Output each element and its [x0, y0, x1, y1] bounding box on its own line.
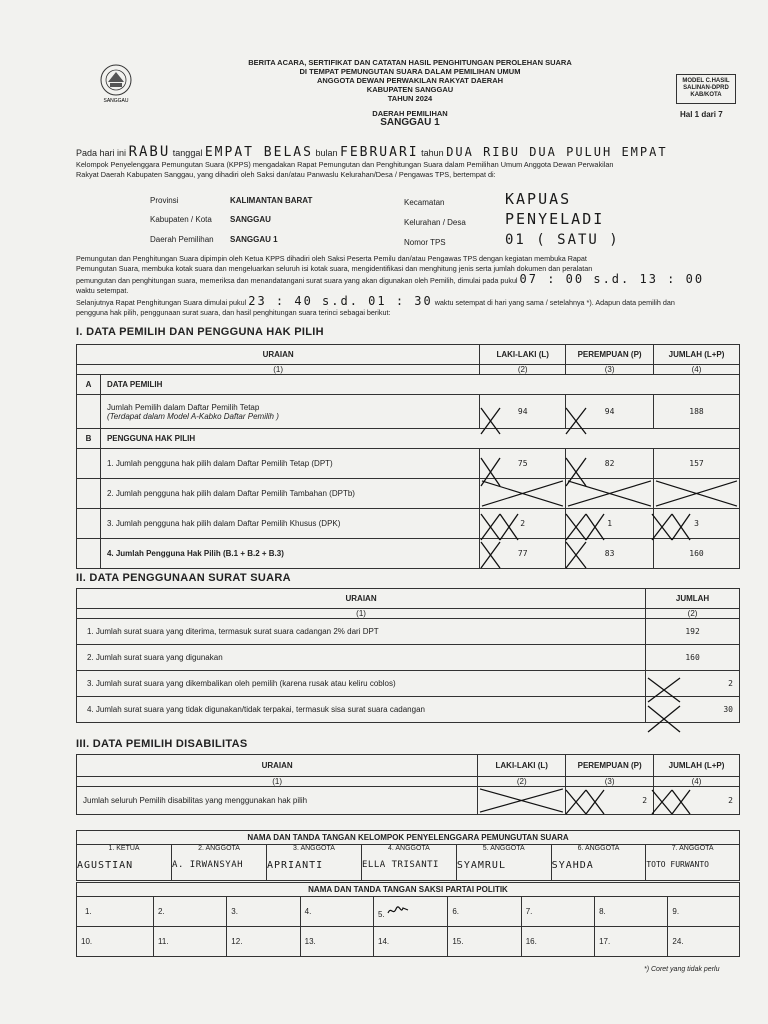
saksi-cell: 8. [595, 897, 668, 927]
name: SYAMRUL [456, 860, 506, 871]
header-jumlah: JUMLAH [646, 589, 740, 609]
page-info: Hal 1 dari 7 [680, 110, 723, 119]
section3-table [76, 754, 740, 815]
b-row-label: 2. Jumlah pengguna hak pilih dalam Daftar Pemilih Tambahan (DPTb) [100, 479, 479, 509]
dapil-value: SANGGAU 1 [230, 235, 278, 244]
header-perempuan: PEREMPUAN (P) [566, 345, 654, 365]
col-num: (4) [654, 365, 740, 375]
col-num: (3) [566, 365, 654, 375]
header-uraian: URAIAN [77, 345, 480, 365]
tps-value: 01 ( SATU ) [505, 232, 620, 248]
saksi-cell-5 [374, 897, 448, 927]
role: 7. ANGGOTA [671, 845, 714, 852]
footer-note: *) Coret yang tidak perlu [644, 966, 720, 973]
b1-laki-value: 75 [480, 449, 566, 479]
kelurahan-label: Kelurahan / Desa [404, 218, 466, 227]
header-jumlah: JUMLAH (L+P) [654, 345, 740, 365]
kpps-cell [266, 845, 361, 881]
saksi-cell: 13. [300, 927, 373, 957]
kpps-cell [172, 845, 267, 881]
b2-laki-crossed [480, 479, 566, 509]
saksi-cell: 14. [374, 927, 448, 957]
a-row1-label [100, 395, 479, 429]
kecamatan-value: KAPUAS [505, 190, 572, 208]
intro-line [76, 144, 756, 160]
label: tanggal [172, 148, 203, 158]
kpps-title: NAMA DAN TANDA TANGAN KELOMPOK PENYELENGGARA PEMUNGUTAN SUARA [77, 831, 740, 845]
kpps-cell [77, 845, 172, 881]
bulan-value: FEBRUARI [340, 145, 419, 160]
a-laki-value: 94 [480, 395, 566, 429]
section2-title: II. DATA PENGGUNAAN SURAT SUARA [76, 572, 291, 584]
tahun-value: DUA RIBU DUA PULUH EMPAT [446, 145, 668, 159]
saksi-title: NAMA DAN TANDA TANGAN SAKSI PARTAI POLITIK [77, 883, 740, 897]
b1-perempuan-value: 82 [566, 449, 654, 479]
role: 4. ANGGOTA [387, 845, 430, 852]
saksi-cell: 6. [448, 897, 521, 927]
daerah-label: DAERAH PEMILIHAN [372, 109, 448, 118]
kpps-cell [551, 845, 646, 881]
saksi-cell: 4. [300, 897, 373, 927]
saksi-cell: 24. [668, 927, 740, 957]
dis-laki-crossed [478, 787, 566, 815]
dis-row-label: Jumlah seluruh Pemilih disabilitas yang menggunakan hak pilih [77, 787, 478, 815]
section1-title: I. DATA PEMILIH DAN PENGGUNA HAK PILIH [76, 326, 324, 338]
b-row-label: 4. Jumlah Pengguna Hak Pilih (B.1 + B.2 + B.3) [100, 539, 479, 569]
b-title: PENGGUNA HAK PILIH [100, 429, 739, 449]
para-line: Pemungutan dan Penghitungan Suara dipimpin oleh Ketua KPPS dihadiri oleh Saksi Peserta Pemilu dan/atau Pengawas TPS dengan kegiatan membuka Rapat [76, 254, 587, 263]
para-line: waktu setempat. [76, 286, 129, 295]
model-line: SALINAN-DPRD [683, 85, 729, 91]
col-num: (1) [77, 777, 478, 787]
name: TOTO FURWANTO [646, 860, 709, 869]
para-line: waktu setempat di hari yang sama / setelahnya *). Adapun data pemilih dan [434, 298, 675, 307]
name: AGUSTIAN [77, 860, 134, 871]
name: APRIANTI [266, 860, 324, 871]
ss-row2-value: 160 [646, 645, 740, 671]
saksi-cell: 11. [154, 927, 227, 957]
signature-scribble [387, 905, 409, 917]
note: (Terdapat dalam Model A-Kabko Daftar Pemilih ) [106, 411, 279, 421]
dis-perempuan-value: 2 [566, 787, 654, 815]
a-perempuan-value: 94 [566, 395, 654, 429]
role: 6. ANGGOTA [577, 845, 620, 852]
daerah-value: SANGGAU 1 [380, 117, 440, 128]
para-line: Selanjutnya Rapat Penghitungan Suara dimulai pukul [76, 298, 247, 307]
kpps-cell [646, 845, 740, 881]
saksi-cell: 1. [77, 897, 154, 927]
b3-jumlah-value: 3 [654, 509, 740, 539]
b4-jumlah-value: 160 [654, 539, 740, 569]
model-line: MODEL C.HASIL [682, 78, 730, 84]
para-line: pengguna hak pilih, penggunaan surat suara, dan hasil penghitungan suara terinci sebagai berikut: [76, 308, 391, 317]
title-line: KABUPATEN SANGGAU [366, 85, 454, 94]
b3-perempuan-value: 1 [566, 509, 654, 539]
ss-row-label: 4. Jumlah surat suara yang tidak digunakan/tidak terpakai, termasuk sisa surat suara cadangan [77, 697, 646, 723]
saksi-cell: 2. [154, 897, 227, 927]
ss-row3-value: 2 [646, 671, 740, 697]
b2-jumlah-crossed [654, 479, 740, 509]
ss-row1-value: 192 [646, 619, 740, 645]
saksi-cell: 15. [448, 927, 521, 957]
header-perempuan: PEREMPUAN (P) [566, 755, 654, 777]
provinsi-label: Provinsi [150, 196, 179, 205]
a-title: DATA PEMILIH [100, 375, 739, 395]
ss-row-label: 1. Jumlah surat suara yang diterima, termasuk surat suara cadangan 2% dari DPT [77, 619, 646, 645]
para-line: Pemungutan Suara, membuka kotak suara dan mengeluarkan seluruh isi kotak suara, mengidentifikasi dan menghitung jenis serta jumlah dokumen dan peralatan [76, 264, 593, 273]
saksi-cell: 3. [227, 897, 300, 927]
tanggal-value: EMPAT BELAS [204, 145, 313, 160]
b3-laki-value: 2 [480, 509, 566, 539]
label: tahun [421, 148, 444, 158]
b4-laki-value: 77 [480, 539, 566, 569]
dapil-label: Daerah Pemilihan [150, 235, 214, 244]
ss-row-label: 3. Jumlah surat suara yang dikembalikan oleh pemilih (karena rusak atau keliru coblos) [77, 671, 646, 697]
saksi-cell: 16. [521, 927, 594, 957]
kecamatan-label: Kecamatan [404, 198, 445, 207]
role: 3. ANGGOTA [293, 845, 335, 852]
row-letter: A [77, 375, 101, 395]
header-laki: LAKI-LAKI (L) [478, 755, 566, 777]
row-letter: B [77, 429, 101, 449]
header-jumlah: JUMLAH (L+P) [654, 755, 740, 777]
start-time: 07 : 00 s.d. 13 : 00 [519, 272, 705, 286]
kabkota-value: SANGGAU [230, 215, 271, 224]
role: 5. ANGGOTA [482, 845, 525, 852]
col-num: (3) [566, 777, 654, 787]
a-jumlah-value: 188 [654, 395, 740, 429]
b1-jumlah-value: 157 [654, 449, 740, 479]
dis-jumlah-value: 2 [654, 787, 740, 815]
title-line: DI TEMPAT PEMUNGUTAN SUARA DALAM PEMILIHAN UMUM [299, 67, 521, 76]
saksi-table [76, 882, 740, 957]
tps-label: Nomor TPS [404, 238, 446, 247]
svg-text:SANGGAU: SANGGAU [103, 98, 129, 104]
model-box [676, 74, 736, 104]
kpps-cell [456, 845, 551, 881]
intro-text: Kelompok Penyelenggara Pemungutan Suara (KPPS) mengadakan Rapat Pemungutan dan Penghitungan Suara dalam Pemilihan Umum Anggota Dewan Perwakilan [76, 160, 614, 169]
b-row-label: 3. Jumlah pengguna hak pilih dalam Daftar Pemilih Khusus (DPK) [100, 509, 479, 539]
saksi-cell: 17. [595, 927, 668, 957]
label: Pada hari ini [76, 148, 127, 158]
saksi-cell: 10. [77, 927, 154, 957]
header-uraian: URAIAN [77, 755, 478, 777]
intro-text: Rakyat Daerah Kabupaten Sanggau, yang dihadiri oleh Saksi dan/atau Panwaslu Kelurahan/Desa / Pengawas TPS, bertempat di: [76, 170, 496, 179]
document-title [190, 58, 630, 127]
col-num: (1) [77, 365, 480, 375]
header-laki: LAKI-LAKI (L) [480, 345, 566, 365]
kpps-table [76, 830, 740, 881]
col-num: (2) [646, 609, 740, 619]
calc-time: 23 : 40 s.d. 01 : 30 [248, 294, 433, 308]
num: 5. [378, 909, 385, 919]
role: 1. KETUA [108, 845, 140, 852]
para-line: pemungutan dan penghitungan suara, memeriksa dan menandatangani surat suara yang akan digunakan oleh Pemilih, dimulai pada pukul [76, 276, 518, 285]
title-line: TAHUN 2024 [387, 94, 433, 103]
name: A. IRWANSYAH [172, 860, 244, 870]
b2-perempuan-crossed [566, 479, 654, 509]
title-line: BERITA ACARA, SERTIFIKAT DAN CATATAN HASIL PENGHITUNGAN PEROLEHAN SUARA [248, 58, 572, 67]
b4-perempuan-value: 83 [566, 539, 654, 569]
provinsi-value: KALIMANTAN BARAT [230, 196, 313, 205]
ss-row4-value: 30 [646, 697, 740, 723]
label: bulan [315, 148, 338, 158]
section2-table [76, 588, 740, 723]
col-num: (2) [480, 365, 566, 375]
saksi-cell: 9. [668, 897, 740, 927]
col-num: (1) [77, 609, 646, 619]
procedure-paragraph [76, 254, 744, 318]
title-line: ANGGOTA DEWAN PERWAKILAN RAKYAT DAERAH [316, 76, 504, 85]
model-line: KAB/KOTA [690, 92, 722, 98]
kabkota-label: Kabupaten / Kota [150, 215, 212, 224]
name: SYAHDA [551, 860, 594, 871]
col-num: (4) [654, 777, 740, 787]
label: Jumlah Pemilih dalam Daftar Pemilih Tetap [106, 402, 260, 412]
role: 2. ANGGOTA [198, 845, 240, 852]
section3-title: III. DATA PEMILIH DISABILITAS [76, 738, 248, 750]
hari-value: RABU [128, 144, 171, 160]
header-uraian: URAIAN [77, 589, 646, 609]
col-num: (2) [478, 777, 566, 787]
b-row-label: 1. Jumlah pengguna hak pilih dalam Daftar Pemilih Tetap (DPT) [100, 449, 479, 479]
section1-table [76, 344, 740, 569]
kpu-logo [92, 58, 140, 104]
kpps-cell [362, 845, 457, 881]
saksi-cell: 7. [521, 897, 594, 927]
name: ELLA TRISANTI [362, 860, 439, 870]
ss-row-label: 2. Jumlah surat suara yang digunakan [77, 645, 646, 671]
kelurahan-value: PENYELADI [505, 210, 605, 228]
saksi-cell: 12. [227, 927, 300, 957]
